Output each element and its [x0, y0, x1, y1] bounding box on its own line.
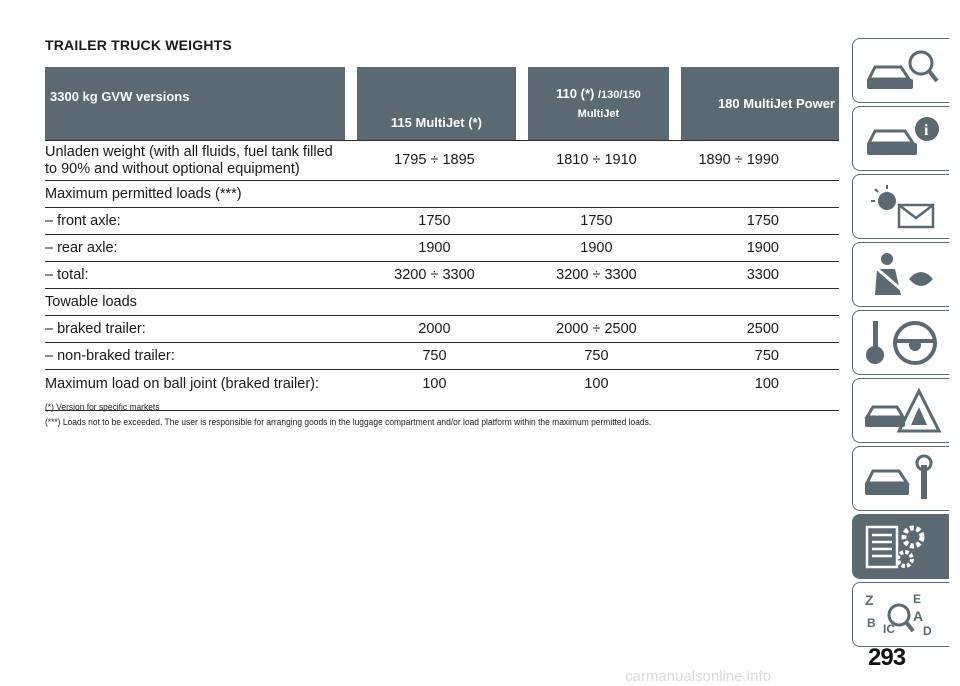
value-180-multijet-power: 100 [681, 370, 839, 411]
table-row [45, 181, 839, 208]
row-label: – front axle: [45, 208, 345, 235]
cell-gap [516, 343, 528, 370]
tab-starting-driving[interactable] [852, 310, 949, 375]
table-row [45, 208, 839, 235]
cell-gap [516, 316, 528, 343]
car-search-icon [861, 45, 941, 97]
svg-text:i: i [924, 122, 929, 139]
value-180-multijet-power: 1750 [681, 208, 839, 235]
alphabet-index-search-icon [861, 589, 941, 641]
value-115-multijet: 1900 [357, 235, 516, 262]
cell-gap [516, 181, 528, 208]
tab-car-info[interactable] [852, 106, 949, 171]
cell-gap [669, 316, 681, 343]
cell-gap [345, 343, 357, 370]
value-110-multijet: 750 [528, 343, 669, 370]
chapter-tabs [852, 38, 960, 650]
table-row [45, 262, 839, 289]
section-title: TRAILER TRUCK WEIGHTS [45, 37, 232, 53]
value-180-multijet-power [681, 181, 839, 208]
row-label: – braked trailer: [45, 316, 345, 343]
cell-gap [516, 262, 528, 289]
footnotes [45, 400, 734, 430]
tab-car-search[interactable] [852, 38, 949, 103]
table-row [45, 289, 839, 316]
cell-gap [345, 289, 357, 316]
row-label: Maximum load on ball joint (braked trailer): [45, 370, 345, 411]
value-180-multijet-power: 750 [681, 343, 839, 370]
cell-gap [669, 141, 681, 181]
svg-text:B: B [867, 616, 876, 630]
cell-gap [669, 235, 681, 262]
value-180-multijet-power: 3300 [681, 262, 839, 289]
header-gap [345, 67, 357, 141]
seatbelt-airbag-icon [861, 249, 941, 301]
value-115-multijet: 1795 ÷ 1895 [357, 141, 516, 181]
tab-safety[interactable] [852, 242, 949, 307]
value-110-multijet: 2000 ÷ 2500 [528, 316, 669, 343]
svg-text:IC: IC [883, 622, 895, 636]
value-110-multijet: 100 [528, 370, 669, 411]
header-115-multijet: 115 MultiJet (*) [357, 67, 516, 141]
warning-light-message-icon [861, 181, 941, 233]
value-180-multijet-power: 1900 [681, 235, 839, 262]
value-115-multijet [357, 289, 516, 316]
cell-gap [516, 141, 528, 181]
cell-gap [669, 343, 681, 370]
value-110-multijet: 1900 [528, 235, 669, 262]
cell-gap [669, 208, 681, 235]
value-110-multijet: 1810 ÷ 1910 [528, 141, 669, 181]
tab-technical-specifications[interactable] [852, 514, 949, 579]
cell-gap [345, 316, 357, 343]
cell-gap [516, 289, 528, 316]
value-110-multijet [528, 181, 669, 208]
row-label: Maximum permitted loads (***) [45, 181, 345, 208]
value-115-multijet: 750 [357, 343, 516, 370]
value-115-multijet [357, 181, 516, 208]
cell-gap [345, 262, 357, 289]
car-breakdown-warning-icon [861, 385, 941, 437]
value-115-multijet: 100 [357, 370, 516, 411]
tab-servicing[interactable] [852, 446, 949, 511]
svg-text:E: E [913, 592, 922, 606]
table-row [45, 235, 839, 262]
tab-warning-lights[interactable] [852, 174, 949, 239]
header-gap [516, 67, 528, 141]
key-steering-wheel-icon [861, 317, 941, 369]
specs-gear-icon [861, 521, 941, 573]
svg-text:Z: Z [865, 592, 874, 608]
value-180-multijet-power: 1890 ÷ 1990 [681, 141, 839, 181]
header-110-small: /130/150 [597, 88, 641, 101]
table-row [45, 316, 839, 343]
value-180-multijet-power [681, 289, 839, 316]
value-110-multijet: 3200 ÷ 3300 [528, 262, 669, 289]
cell-gap [345, 141, 357, 181]
header-110-multijet [528, 67, 669, 141]
weights-table [45, 67, 839, 411]
row-label: Towable loads [45, 289, 345, 316]
tab-index[interactable] [852, 582, 949, 647]
footnote-loads: (***) Loads not to be exceeded. The user is responsible for arranging goods in the luggage compartment and/or load platform within the maximum permitted loads. [45, 417, 652, 428]
table-row [45, 343, 839, 370]
value-115-multijet: 3200 ÷ 3300 [357, 262, 516, 289]
value-115-multijet: 2000 [357, 316, 516, 343]
cell-gap [345, 235, 357, 262]
table-header-row [45, 67, 839, 141]
header-versions: 3300 kg GVW versions [45, 67, 345, 141]
cell-gap [345, 208, 357, 235]
footnote-specific-markets: (*) Version for specific markets [45, 402, 160, 413]
value-110-multijet: 1750 [528, 208, 669, 235]
cell-gap [345, 181, 357, 208]
header-110-line2: MultiJet [577, 107, 620, 120]
header-110-main: 110 (*) [556, 85, 595, 101]
cell-gap [669, 262, 681, 289]
watermark: carmanualsonline.info [625, 668, 771, 685]
page-number: 293 [868, 644, 906, 671]
header-180-multijet-power: 180 MultiJet Power [681, 67, 839, 141]
car-wrench-icon [861, 453, 941, 505]
row-label: – total: [45, 262, 345, 289]
value-110-multijet [528, 289, 669, 316]
svg-text:D: D [923, 624, 932, 638]
cell-gap [516, 208, 528, 235]
cell-gap [669, 289, 681, 316]
row-label: – rear axle: [45, 235, 345, 262]
svg-text:A: A [913, 608, 924, 624]
table-row [45, 141, 839, 181]
row-label: Unladen weight (with all fluids, fuel tank filled to 90% and without optional equipment) [45, 141, 345, 181]
car-info-icon [861, 113, 941, 165]
cell-gap [669, 181, 681, 208]
value-180-multijet-power: 2500 [681, 316, 839, 343]
row-label: – non-braked trailer: [45, 343, 345, 370]
tab-emergency[interactable] [852, 378, 949, 443]
value-115-multijet: 1750 [357, 208, 516, 235]
header-gap [669, 67, 681, 141]
table-body [45, 141, 839, 411]
cell-gap [516, 235, 528, 262]
